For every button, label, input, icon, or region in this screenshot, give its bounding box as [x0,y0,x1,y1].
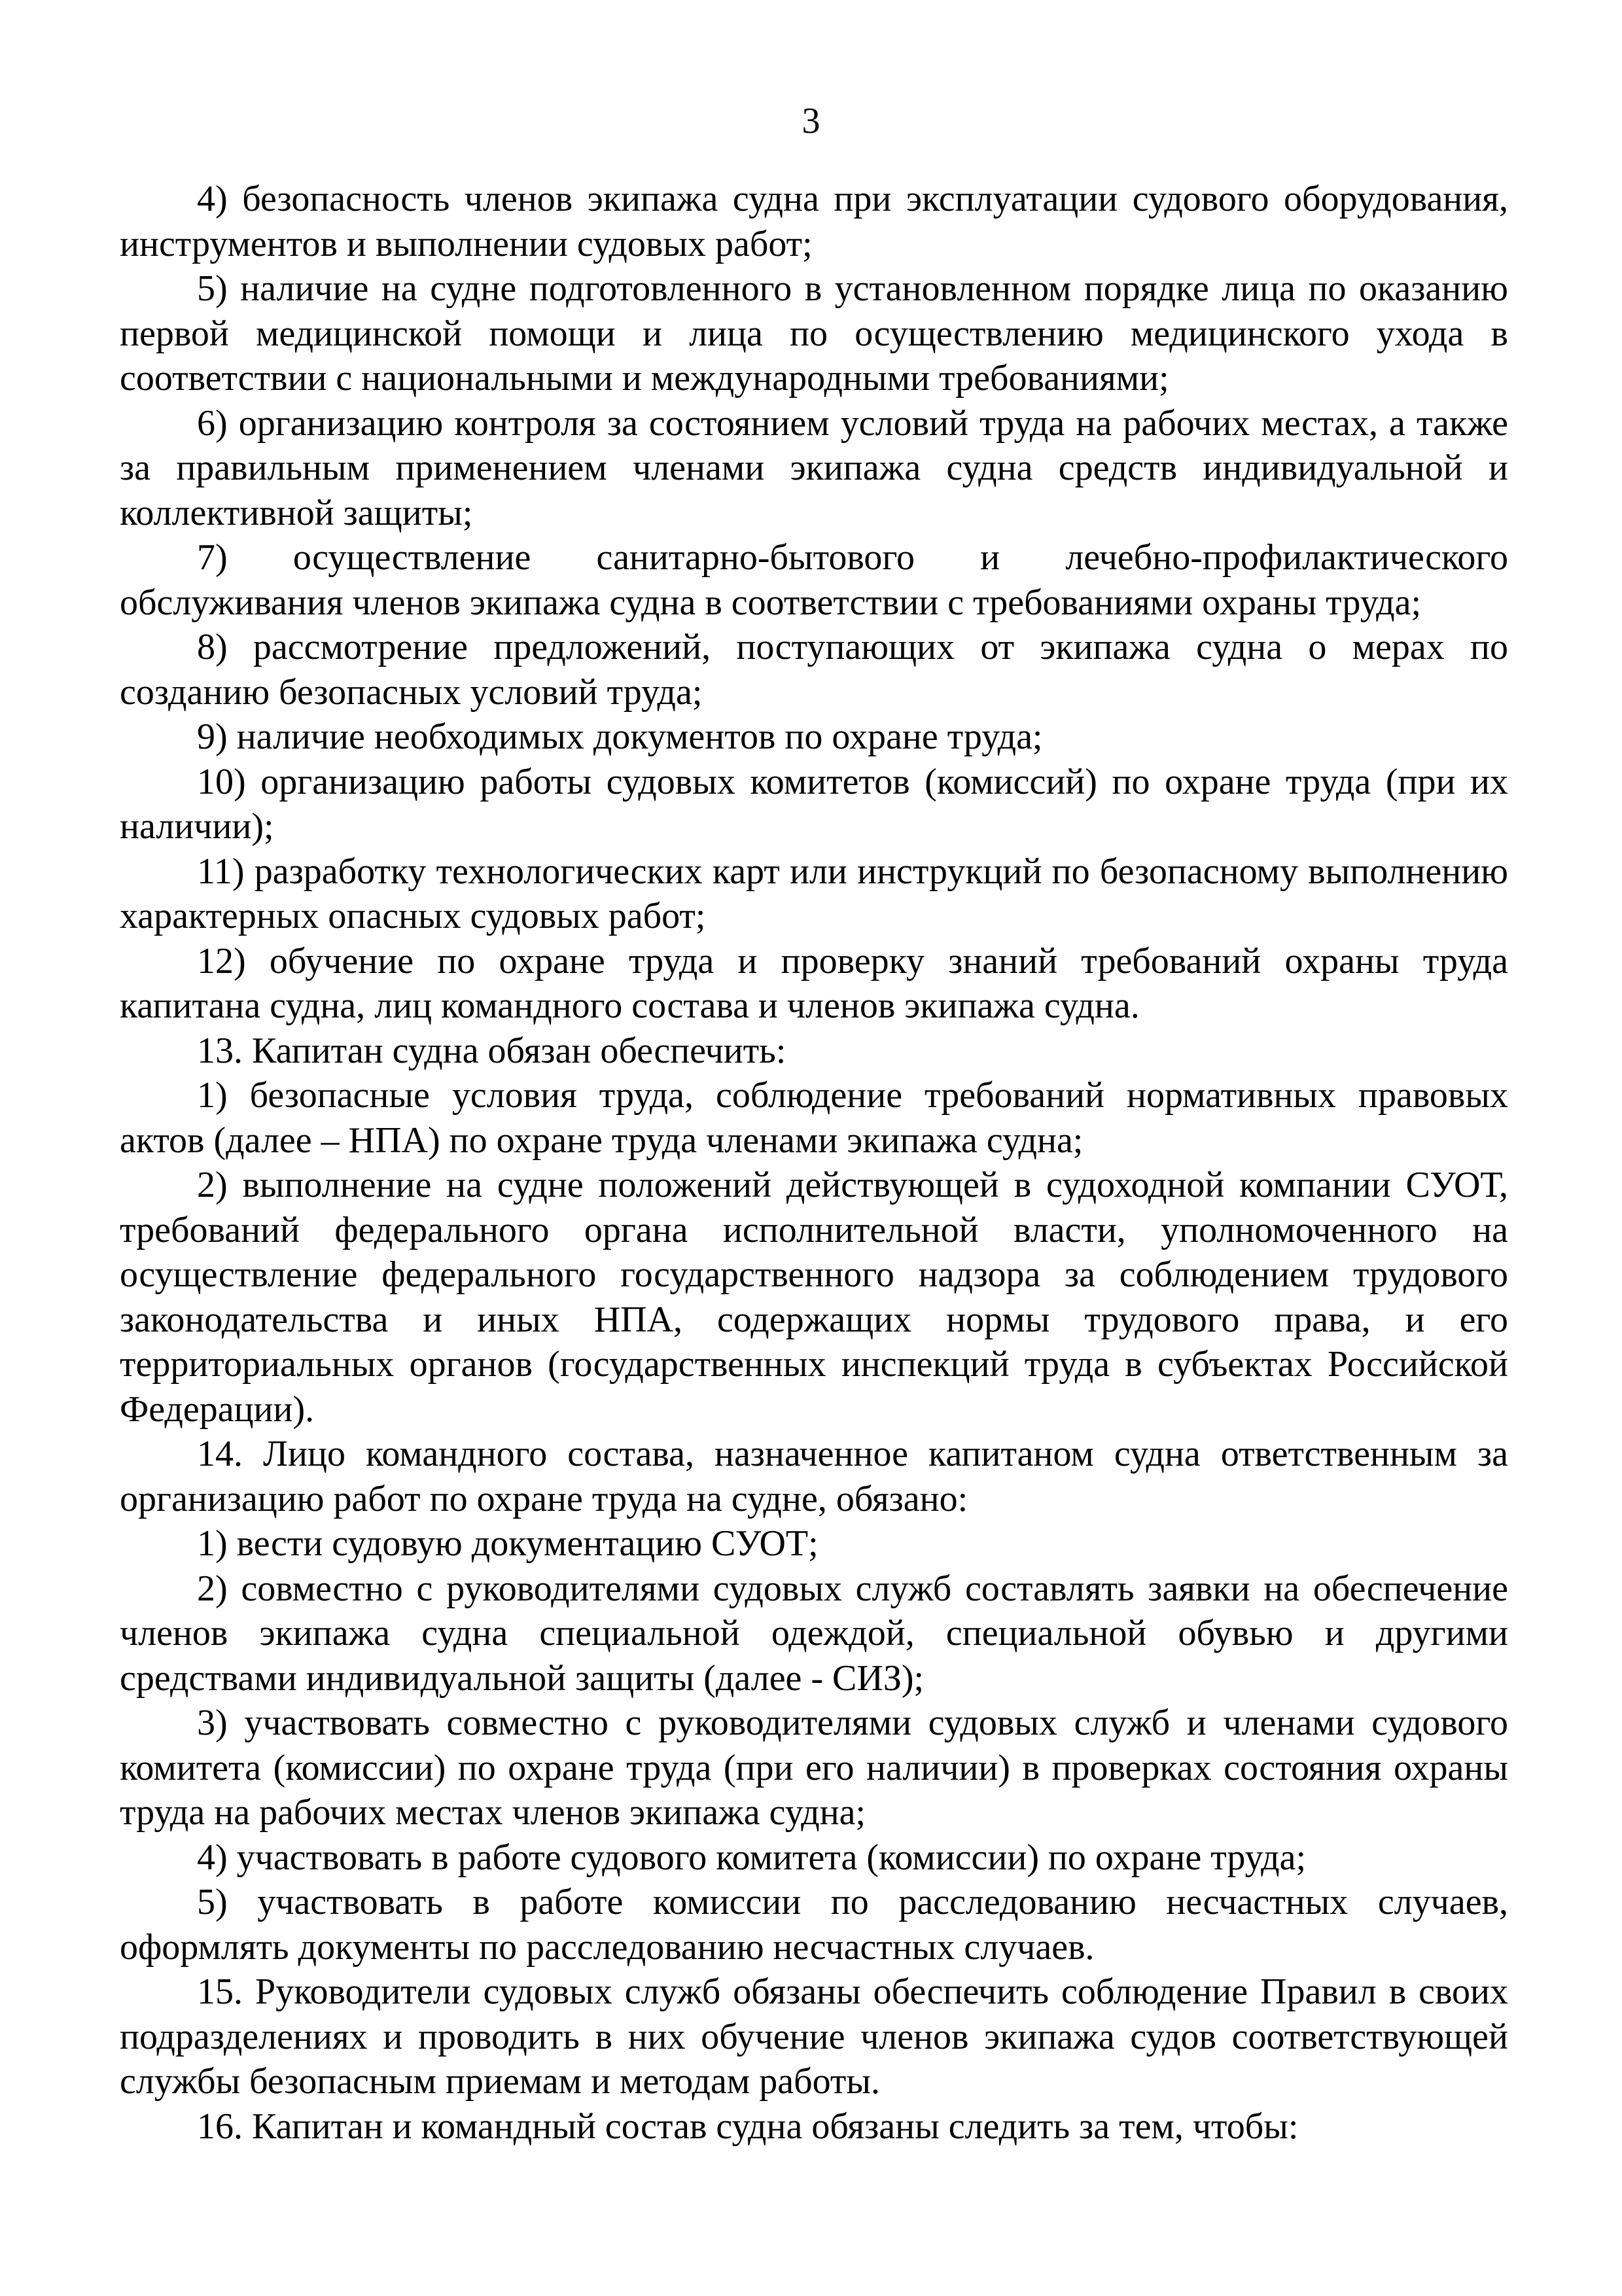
paragraph-item-8: 8) рассмотрение предложений, поступающих от экипажа судна о мерах по созданию безопасных условий труда; [120,627,1508,713]
section-16-heading: 16. Капитан и командный состав судна обязаны следить за тем, чтобы: [197,2106,1299,2147]
paragraph-item-12: 12) обучение по охране труда и проверку знаний требований охраны труда капитана судна, лиц командного состава и членов экипажа судна. [120,940,1508,1026]
paragraph-item-9: 9) наличие необходимых документов по охране труда; [197,716,1043,757]
section-13-item-1: 1) безопасные условия труда, соблюдение требований нормативных правовых актов (далее – НПА) по охране труда членами экипажа судна; [120,1075,1508,1161]
section-13-item-2: 2) выполнение на судне положений действующей в судоходной компании СУОТ, требований федерального органа исполнительной власти, уполномоченного на осуществление федерального государственного надзора за соблюдением трудового законодательства и иных НПА, содержащих нормы трудового права, и его территориальных органов (государственных инспекций труда в субъектах Российской Федерации). [120,1165,1508,1430]
paragraph-item-6: 6) организацию контроля за состоянием условий труда на рабочих местах, а также за правильным применением членами экипажа судна средств индивидуальной и коллективной защиты; [120,402,1508,533]
section-14-item-2: 2) совместно с руководителями судовых служб составлять заявки на обеспечение членов экипажа судна специальной одеждой, специальной обувью и другими средствами индивидуальной защиты (далее - СИЗ); [120,1568,1508,1699]
paragraph-item-4: 4) безопасность членов экипажа судна при эксплуатации судового оборудования, инструментов и выполнении судовых работ; [120,179,1508,264]
section-14-item-5: 5) участвовать в работе комиссии по расследованию несчастных случаев, оформлять документы по расследованию несчастных случаев. [120,1882,1508,1968]
paragraph-item-11: 11) разработку технологических карт или инструкций по безопасному выполнению характерных опасных судовых работ; [120,851,1508,936]
section-14-item-3: 3) участвовать совместно с руководителями судовых служб и членами судового комитета (комиссии) по охране труда (при его наличии) в проверках состояния охраны труда на рабочих местах членов экипажа судна; [120,1703,1508,1833]
paragraph-item-7: 7) осуществление санитарно-бытового и лечебно-профилактического обслуживания членов экипажа судна в соответствии с требованиями охраны труда; [120,537,1508,623]
paragraph-item-10: 10) организацию работы судовых комитетов (комиссий) по охране труда (при их наличии); [120,761,1508,847]
section-15-paragraph: 15. Руководители судовых служб обязаны обеспечить соблюдение Правил в своих подразделениях и проводить в них обучение членов экипажа судов соответствующей службы безопасным приемам и методам работы. [120,1971,1508,2102]
page-number: 3 [802,101,820,141]
section-14-item-1: 1) вести судовую документацию СУОТ; [197,1523,819,1564]
section-13-heading: 13. Капитан судна обязан обеспечить: [197,1030,786,1071]
section-14-item-4: 4) участвовать в работе судового комитета (комиссии) по охране труда; [197,1837,1307,1878]
document-body [120,177,1508,2149]
section-14-heading: 14. Лицо командного состава, назначенное капитаном судна ответственным за организацию работ по охране труда на судне, обязано: [120,1434,1508,1519]
paragraph-item-5: 5) наличие на судне подготовленного в установленном порядке лица по оказанию первой медицинской помощи и лица по осуществлению медицинского ухода в соответствии с национальными и международными требованиями; [120,268,1508,398]
